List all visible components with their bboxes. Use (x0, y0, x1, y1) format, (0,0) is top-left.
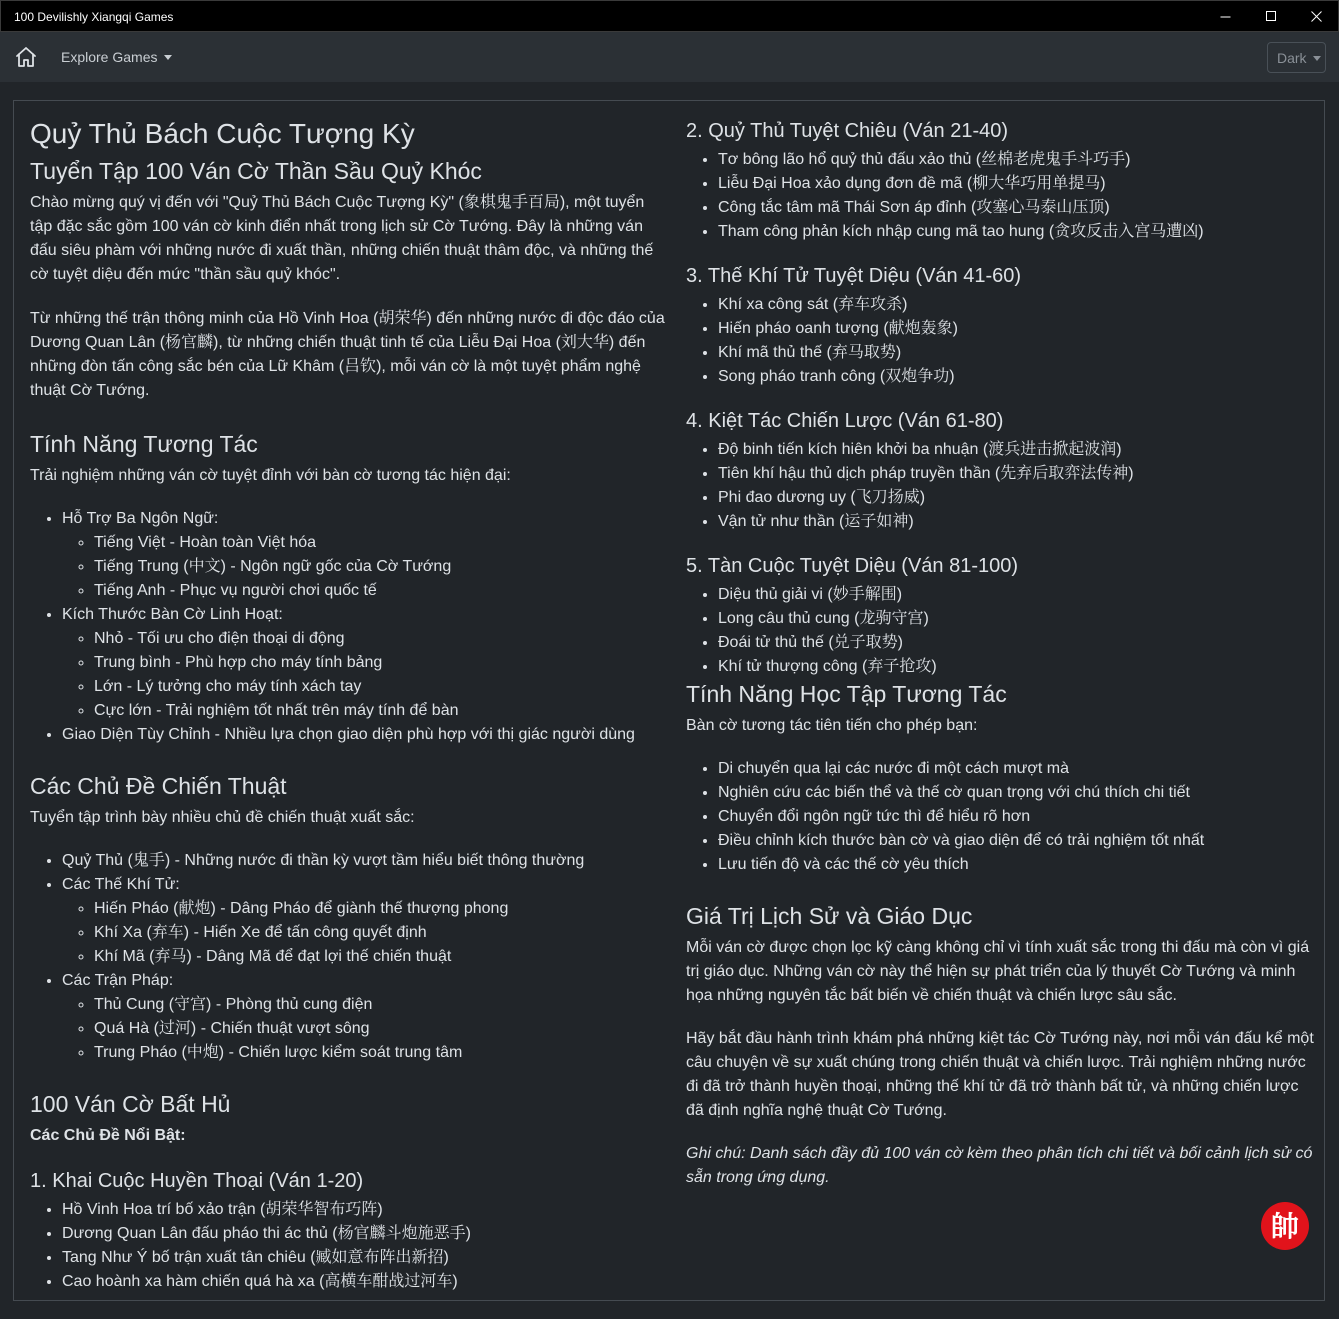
game-list-item: • Công tắc tâm mã Thái Sơn áp đỉnh (攻塞心马泰山压顶) (718, 196, 1316, 220)
close-icon (1311, 11, 1322, 22)
game-list-item: • Diệu thủ giải vi (妙手解围) (718, 583, 1316, 607)
game-list-item: • Hồ Vinh Hoa trí bố xảo trận (胡荣华智布巧阵) (62, 1198, 670, 1222)
theme-subitem: ◦ Khí Mã (弃马) - Dâng Mã để đạt lợi thế chiến thuật (94, 945, 670, 969)
theme-subitem: ◦ Thủ Cung (守宫) - Phòng thủ cung điện (94, 993, 670, 1017)
game-list-item: • Phi đao dương uy (飞刀扬威) (718, 486, 1316, 510)
page-title: Quỷ Thủ Bách Cuộc Tượng Kỳ (30, 118, 415, 149)
game-list-item: • Đoái tử thủ thế (兑子取势) (718, 631, 1316, 655)
section-3-title: 3. Thế Khí Tử Tuyệt Diệu (Ván 41-60) (686, 265, 1022, 287)
theme-subitem: ◦ Trung Pháo (中炮) - Chiến lược kiểm soát trung tâm (94, 1041, 670, 1065)
chevron-down-icon (1313, 56, 1321, 61)
explore-games-dropdown[interactable] (61, 49, 172, 65)
right-sections (686, 101, 1316, 679)
explore-games-label: Explore Games (61, 49, 158, 65)
history-paragraph-2: Hãy bắt đầu hành trình khám phá những kiệt tác Cờ Tướng này, nơi mỗi ván đấu kể một câu chuyện về sự xuất chúng trong chiến thuật và chiến lược. Trải nghiệm những nước đi đã trở thành huyền thoại, những thế khí tử đã trở thành bất tử, và những chiến lược đã định nghĩa nghệ thuật Cờ Tướng. (686, 1030, 1314, 1119)
feature-subitem: ◦ Tiếng Anh - Phục vụ người chơi quốc tế (94, 579, 670, 603)
navbar (0, 32, 1339, 82)
learning-item: • Chuyển đổi ngôn ngữ tức thì để hiểu rõ hơn (718, 805, 1316, 829)
note-paragraph: Ghi chú: Danh sách đầy đủ 100 ván cờ kèm theo phân tích chi tiết và bối cảnh lịch sử có sẵn trong ứng dụng. (686, 1145, 1313, 1186)
feature-item: • Hỗ Trợ Ba Ngôn Ngữ: (62, 507, 670, 531)
feature-subitem: ◦ Tiếng Việt - Hoàn toàn Việt hóa (94, 531, 670, 555)
theme-subitem: ◦ Khí Xa (弃车) - Hiến Xe để tấn công quyết định (94, 921, 670, 945)
game-list-item: • Khí tử thượng công (弃子抢攻) (718, 655, 1316, 679)
game-list-item: • Tang Như Ý bố trận xuất tân chiêu (臧如意布阵出新招) (62, 1246, 670, 1270)
theme-dropdown[interactable] (1267, 42, 1326, 73)
game-list-item: • Tơ bông lão hổ quỷ thủ đấu xảo thủ (丝棉老虎鬼手斗巧手) (718, 148, 1316, 172)
feature-subitem: ◦ Trung bình - Phù hợp cho máy tính bảng (94, 651, 670, 675)
intro-paragraph-1: Chào mừng quý vị đến với "Quỷ Thủ Bách Cuộc Tượng Kỳ" (象棋鬼手百局), một tuyển tập đặc sắc gồm 100 ván cờ kinh điển nhất trong lịch sử Cờ Tướng. Đây là những ván đấu siêu phàm với những nước đi xuất thần, những chiến thuật thâm độc, và những thế cờ tuyệt diệu đến mức "thần sầu quỷ khóc". (30, 194, 654, 283)
features-list (30, 507, 670, 747)
learning-item: • Nghiên cứu các biến thể và thế cờ quan trọng với chú thích chi tiết (718, 781, 1316, 805)
game-list-item: • Vận tử như thần (运子如神) (718, 510, 1316, 534)
features-intro: Trải nghiệm những ván cờ tuyệt đỉnh với bàn cờ tương tác hiện đại: (30, 467, 511, 484)
game-list-item: • Long câu thủ cung (龙驹守宫) (718, 607, 1316, 631)
section-2-title: 2. Quỷ Thủ Tuyệt Chiêu (Ván 21-40) (686, 120, 1009, 142)
section-1-list (30, 1198, 670, 1294)
game-list-item: • Tiên khí hậu thủ dịch pháp truyền thần (先弃后取弈法传神) (718, 462, 1316, 486)
themes-heading: Các Chủ Đề Chiến Thuật (30, 773, 287, 799)
feature-sublist (62, 627, 670, 723)
game-list-item: • Liễu Đại Hoa xảo dụng đơn đề mã (柳大华巧用单提马) (718, 172, 1316, 196)
section-3-list (686, 293, 1316, 389)
theme-label: Dark (1277, 49, 1307, 66)
minimize-button[interactable] (1202, 1, 1248, 32)
history-paragraph-1: Mỗi ván cờ được chọn lọc kỹ càng không chỉ vì tính xuất sắc trong thi đấu mà còn vì giá trị giáo dục. Những ván cờ này thể hiện sự phát triển của lý thuyết Cờ Tướng và minh họa những nguyên tắc bất biến về chiến thuật và chiến lược sâu sắc. (686, 939, 1310, 1004)
themes-intro: Tuyển tập trình bày nhiều chủ đề chiến thuật xuất sắc: (30, 809, 415, 826)
history-heading: Giá Trị Lịch Sử và Giáo Dục (686, 903, 973, 929)
svg-text:帥: 帥 (1270, 1210, 1300, 1243)
feature-item: • Kích Thước Bàn Cờ Linh Hoạt: (62, 603, 670, 627)
minimize-icon (1220, 11, 1231, 22)
learning-list (686, 757, 1316, 877)
feature-subitem: ◦ Lớn - Lý tưởng cho máy tính xách tay (94, 675, 670, 699)
right-column (686, 101, 1316, 1190)
section-2-list (686, 148, 1316, 244)
page-subtitle: Tuyển Tập 100 Ván Cờ Thần Sầu Quỷ Khóc (30, 158, 482, 184)
home-button[interactable] (14, 45, 38, 69)
feature-item: • Giao Diện Tùy Chỉnh - Nhiều lựa chọn giao diện phù hợp với thị giác người dùng (62, 723, 670, 747)
theme-subgroup (62, 993, 670, 1065)
feature-subitem: ◦ Cực lớn - Trải nghiệm tốt nhất trên máy tính để bàn (94, 699, 670, 723)
game-list-item: • Song pháo tranh công (双炮争功) (718, 365, 1316, 389)
feature-subgroup (62, 627, 670, 723)
xiangqi-shuai-icon (1265, 1206, 1305, 1246)
theme-sublist (62, 993, 670, 1065)
main-content (13, 100, 1325, 1301)
maximize-icon (1266, 11, 1277, 22)
game-list-item: • Tham công phản kích nhập cung mã tao hung (贪攻反击入宫马遭凶) (718, 220, 1316, 244)
theme-sublist (62, 897, 670, 969)
theme-item: • Các Trận Pháp: (62, 969, 670, 993)
themes-list (30, 849, 670, 1065)
learning-item: • Điều chỉnh kích thước bàn cờ và giao diện để có trải nghiệm tốt nhất (718, 829, 1316, 853)
section-1-title: 1. Khai Cuộc Huyền Thoại (Ván 1-20) (30, 1170, 364, 1192)
learning-intro: Bàn cờ tương tác tiên tiến cho phép bạn: (686, 717, 978, 734)
game-list-item: • Dương Quan Lân đấu pháo thi ác thủ (杨官麟斗炮施恶手) (62, 1222, 670, 1246)
features-heading: Tính Năng Tương Tác (30, 431, 258, 457)
theme-subitem: ◦ Quá Hà (过河) - Chiến thuật vượt sông (94, 1017, 670, 1041)
games-heading: 100 Ván Cờ Bất Hủ (30, 1091, 231, 1117)
section-5-title: 5. Tàn Cuộc Tuyệt Diệu (Ván 81-100) (686, 555, 1019, 577)
left-column (30, 101, 670, 1294)
section-4-title: 4. Kiệt Tác Chiến Lược (Ván 61-80) (686, 410, 1004, 432)
feature-sublist (62, 531, 670, 603)
feature-subgroup (62, 531, 670, 603)
learning-heading: Tính Năng Học Tập Tương Tác (686, 681, 1007, 707)
chevron-down-icon (164, 55, 172, 60)
home-icon (14, 45, 38, 69)
game-list-item: • Hiến pháo oanh tượng (献炮轰象) (718, 317, 1316, 341)
section-4-list (686, 438, 1316, 534)
section-5-list (686, 583, 1316, 679)
feature-subitem: ◦ Nhỏ - Tối ưu cho điện thoại di động (94, 627, 670, 651)
learning-item: • Di chuyển qua lại các nước đi một cách mượt mà (718, 757, 1316, 781)
theme-item: • Quỷ Thủ (鬼手) - Những nước đi thần kỳ vượt tầm hiểu biết thông thường (62, 849, 670, 873)
xiangqi-logo[interactable] (1261, 1202, 1309, 1250)
learning-item: • Lưu tiến độ và các thế cờ yêu thích (718, 853, 1316, 877)
intro-paragraph-2: Từ những thế trận thông minh của Hồ Vinh Hoa (胡荣华) đến những nước đi độc đáo của Dương Quan Lân (杨官麟), từ những chiến thuật tinh tế của Liễu Đại Hoa (刘大华) đến những đòn tấn công sắc bén của Lữ Khâm (吕钦), mỗi ván cờ là một tuyệt phẩm nghệ thuật Cờ Tướng. (30, 310, 665, 399)
maximize-button[interactable] (1248, 1, 1294, 32)
game-list-item: • Khí mã thủ thế (弃马取势) (718, 341, 1316, 365)
theme-item: • Các Thế Khí Tử: (62, 873, 670, 897)
games-subheading: Các Chủ Đề Nổi Bật: (30, 1127, 186, 1144)
game-list-item: • Cao hoành xa hàm chiến quá hà xa (高横车酣战过河车) (62, 1270, 670, 1294)
feature-subitem: ◦ Tiếng Trung (中文) - Ngôn ngữ gốc của Cờ Tướng (94, 555, 670, 579)
close-button[interactable] (1293, 1, 1339, 32)
theme-subitem: ◦ Hiến Pháo (献炮) - Dâng Pháo để giành thế thượng phong (94, 897, 670, 921)
theme-subgroup (62, 897, 670, 969)
game-list-item: • Khí xa công sát (弃车攻杀) (718, 293, 1316, 317)
window-titlebar (0, 0, 1339, 32)
window-title: 100 Devilishly Xiangqi Games (14, 10, 174, 24)
game-list-item: • Độ binh tiến kích hiên khởi ba nhuận (渡兵进击掀起波润) (718, 438, 1316, 462)
